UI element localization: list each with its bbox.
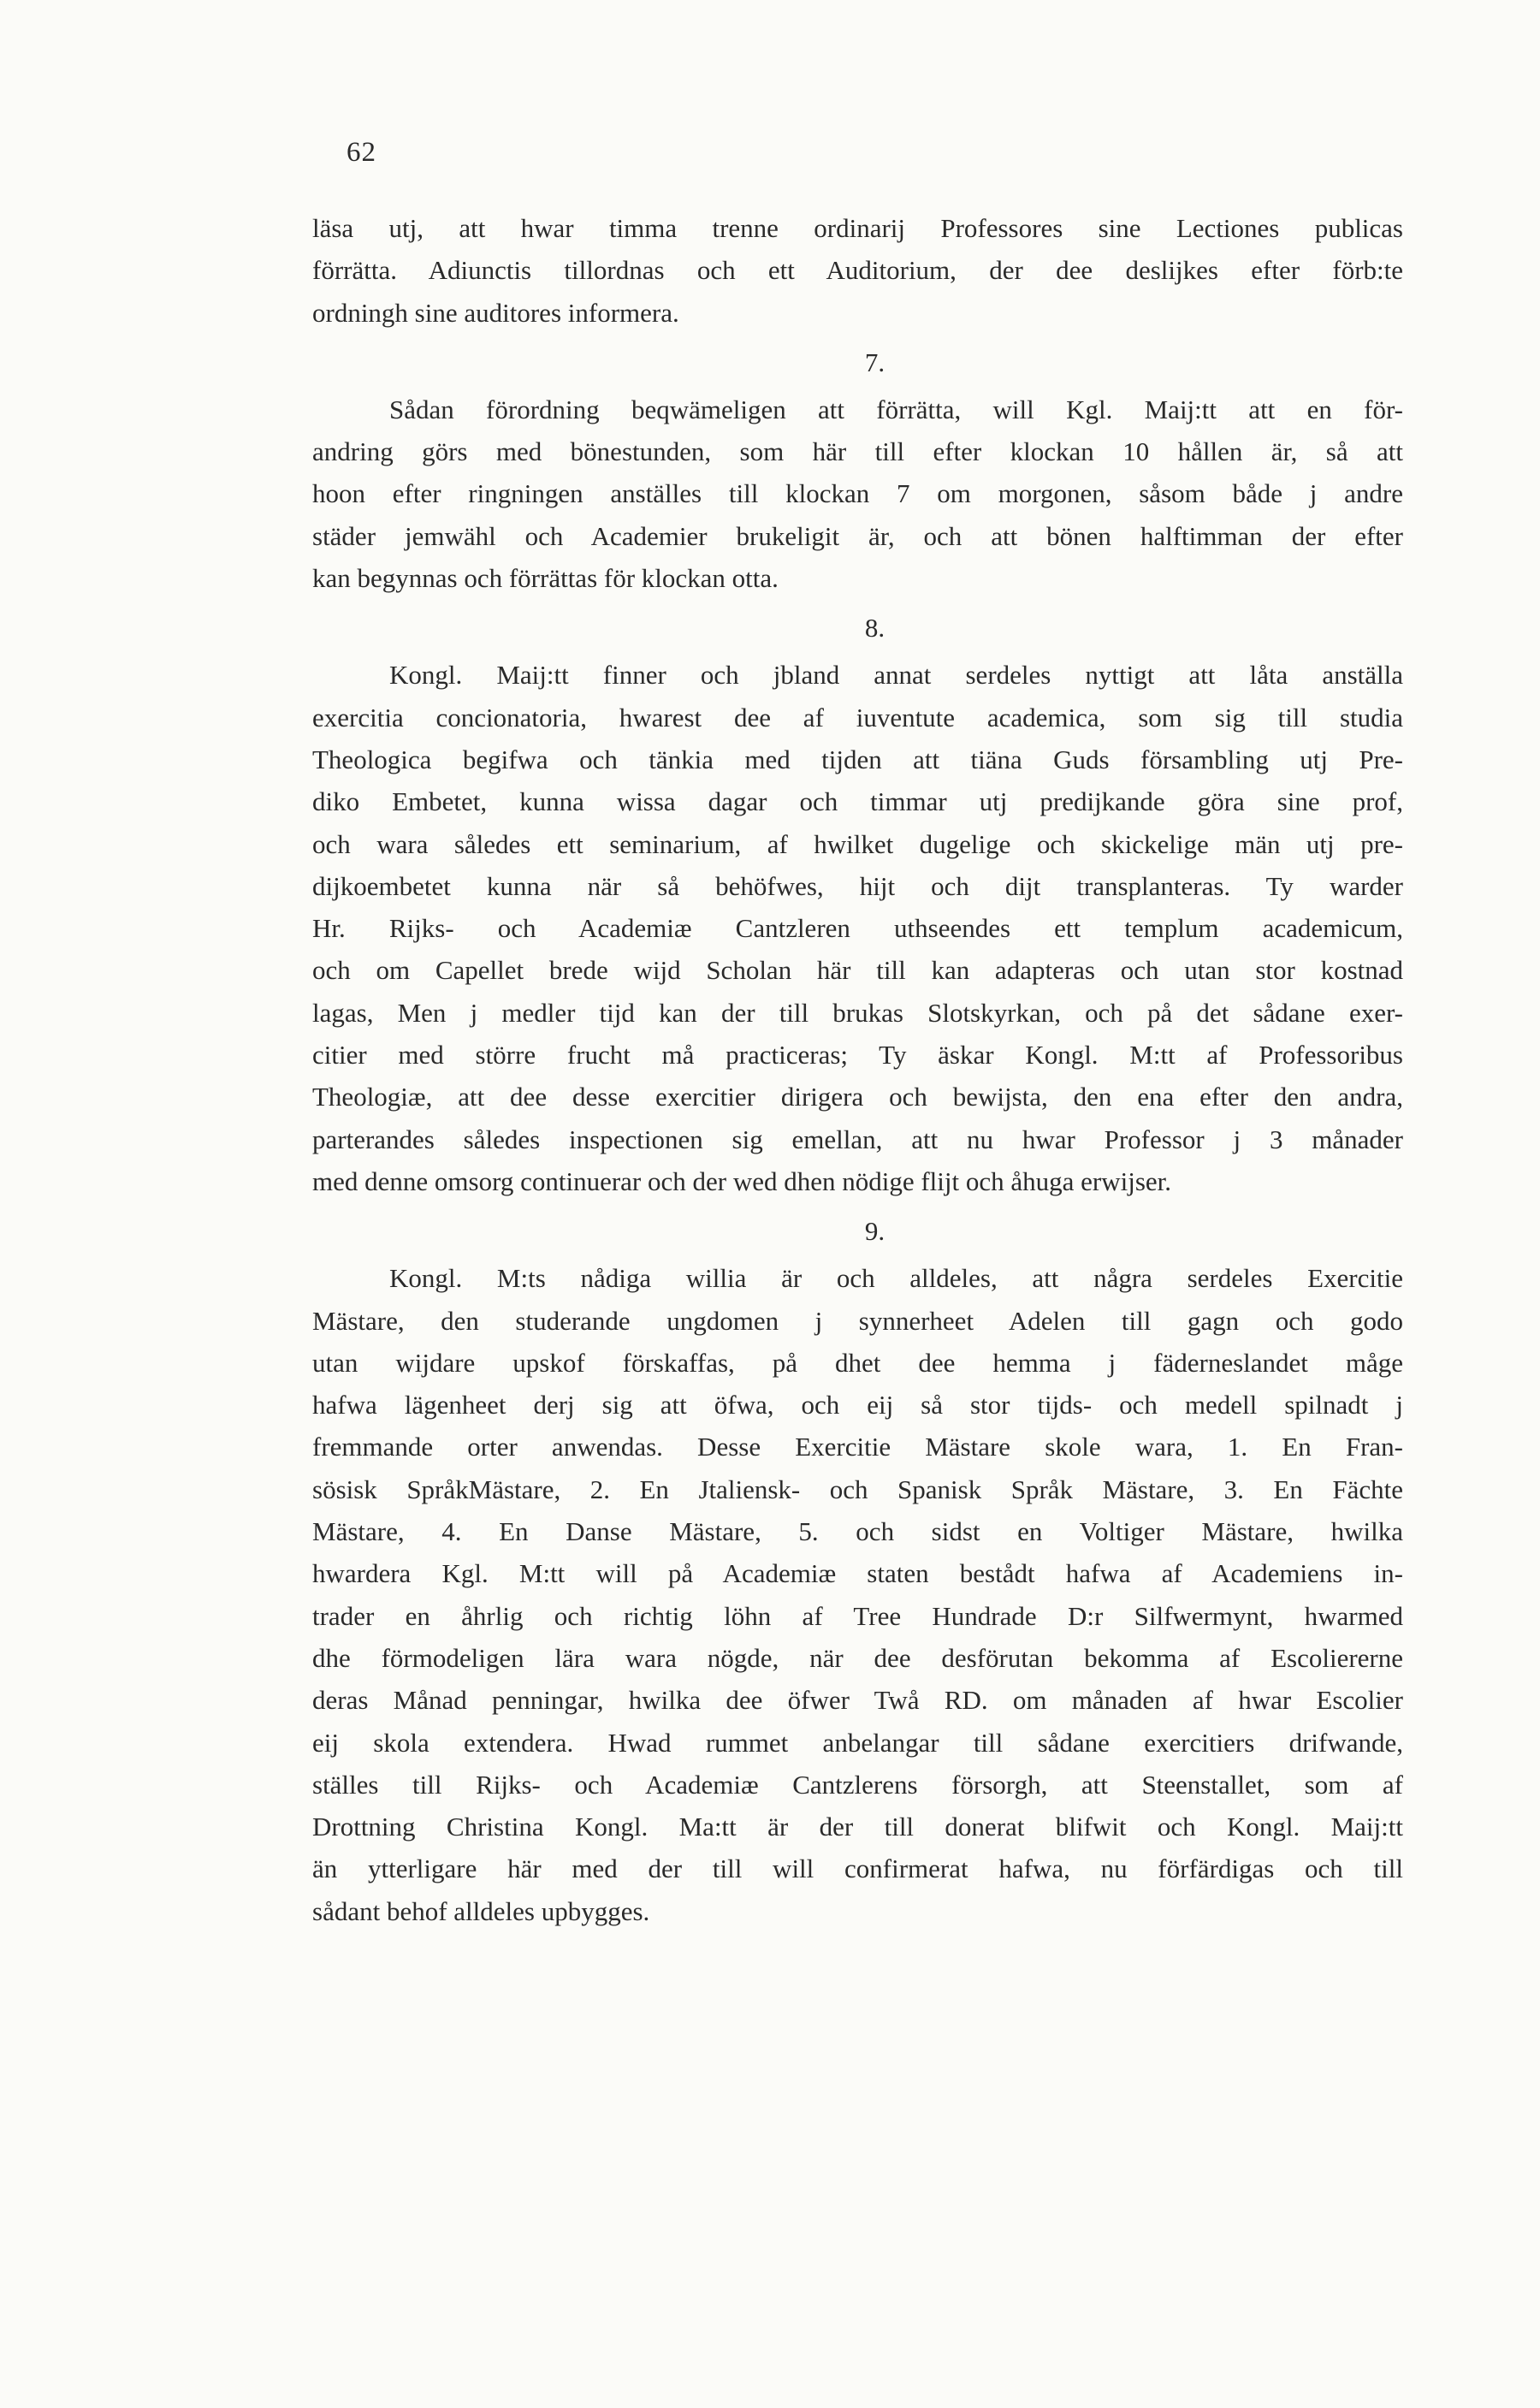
text-line: sösisk SpråkMästare, 2. En Jtaliensk- och Spanisk Språk Mästare, 3. En Fächte: [312, 1474, 1403, 1504]
text-line: andring görs med bönestunden, som här till efter klockan 10 hållen är, så att: [312, 436, 1403, 467]
text-line: Theologica begifwa och tänkia med tijden att tiäna Guds försambling utj Pre-: [312, 744, 1403, 774]
text-line: läsa utj, att hwar timma trenne ordinarij Professores sine Lectiones publicas: [312, 213, 1403, 243]
text-line: Hr. Rijks- och Academiæ Cantzleren uthseendes ett templum academicum,: [312, 913, 1403, 944]
text-line: än ytterligare här med der till will confirmerat hafwa, nu förfärdigas och till: [312, 1853, 1403, 1884]
section-number: 9.: [864, 1216, 886, 1247]
document-body: [312, 207, 1403, 1932]
text-line: kan begynnas och förrättas för klockan otta.: [312, 563, 779, 594]
text-line: fremmande orter anwendas. Desse Exercitie Mästare skole wara, 1. En Fran-: [312, 1432, 1403, 1462]
text-line: förrätta. Adiunctis tillordnas och ett Auditorium, der dee deslijkes efter förb:te: [312, 255, 1403, 286]
text-line: Mästare, den studerande ungdomen j synnerheet Adelen till gagn och godo: [312, 1305, 1403, 1336]
text-line: sådant behof alldeles upbygges.: [312, 1895, 650, 1926]
text-line: eij skola extendera. Hwad rummet anbelangar till sådane exercitiers drifwande,: [312, 1727, 1403, 1758]
text-line: ordningh sine auditores informera.: [312, 297, 679, 328]
text-line: Theologiæ, att dee desse exercitier dirigera och bewijsta, den ena efter den andra,: [312, 1082, 1403, 1112]
text-line: dhe förmodeligen lära wara nögde, när dee desförutan bekomma af Escoliererne: [312, 1642, 1403, 1673]
text-line: Kongl. M:ts nådiga willia är och alldeles, att några serdeles Exercitie: [389, 1263, 1403, 1294]
text-line: deras Månad penningar, hwilka dee öfwer Twå RD. om månaden af hwar Escolier: [312, 1685, 1403, 1716]
text-line: städer jemwähl och Academier brukeligit är, och att bönen halftimman der efter: [312, 520, 1403, 551]
text-line: och om Capellet brede wijd Scholan här till kan adapteras och utan stor kostnad: [312, 955, 1403, 986]
text-line: utan wijdare upskof förskaffas, på dhet dee hemma j fäderneslandet måge: [312, 1347, 1403, 1378]
text-line: Mästare, 4. En Danse Mästare, 5. och sidst en Voltiger Mästare, hwilka: [312, 1516, 1403, 1547]
text-line: Drottning Christina Kongl. Ma:tt är der till donerat blifwit och Kongl. Maij:tt: [312, 1812, 1403, 1842]
text-line: dijkoembetet kunna när så behöfwes, hijt och dijt transplanteras. Ty warder: [312, 870, 1403, 901]
text-line: Sådan förordning beqwämeligen att förrätta, will Kgl. Maij:tt att en för-: [389, 394, 1403, 424]
text-line: Kongl. Maij:tt finner och jbland annat serdeles nyttigt att låta anställa: [389, 660, 1403, 691]
text-line: hoon efter ringningen anställes till klockan 7 om morgonen, såsom både j andre: [312, 478, 1403, 509]
text-line: och wara således ett seminarium, af hwilket dugelige och skickelige män utj pre-: [312, 828, 1403, 859]
text-line: diko Embetet, kunna wissa dagar och timmar utj predijkande göra sine prof,: [312, 786, 1403, 817]
page-number: 62: [346, 137, 376, 168]
section-number: 7.: [864, 347, 886, 377]
text-line: trader en åhrlig och richtig löhn af Tree Hundrade D:r Silfwermynt, hwarmed: [312, 1600, 1403, 1631]
text-line: hwardera Kgl. M:tt will på Academiæ staten bestådt hafwa af Academiens in-: [312, 1558, 1403, 1589]
text-line: exercitia concionatoria, hwarest dee af iuventute academica, som sig till studia: [312, 702, 1403, 732]
text-line: lagas, Men j medler tijd kan der till brukas Slotskyrkan, och på det sådane exer-: [312, 997, 1403, 1028]
text-line: hafwa lägenheet derj sig att öfwa, och eij så stor tijds- och medell spilnadt j: [312, 1390, 1403, 1420]
section-number: 8.: [864, 613, 886, 644]
text-line: ställes till Rijks- och Academiæ Cantzlerens försorgh, att Steenstallet, som af: [312, 1769, 1403, 1800]
text-line: med denne omsorg continuerar och der wed dhen nödige flijt och åhuga erwijser.: [312, 1165, 1172, 1196]
text-line: parterandes således inspectionen sig emellan, att nu hwar Professor j 3 månader: [312, 1124, 1403, 1154]
text-line: citier med större frucht må practiceras; Ty äskar Kongl. M:tt af Professoribus: [312, 1040, 1403, 1071]
